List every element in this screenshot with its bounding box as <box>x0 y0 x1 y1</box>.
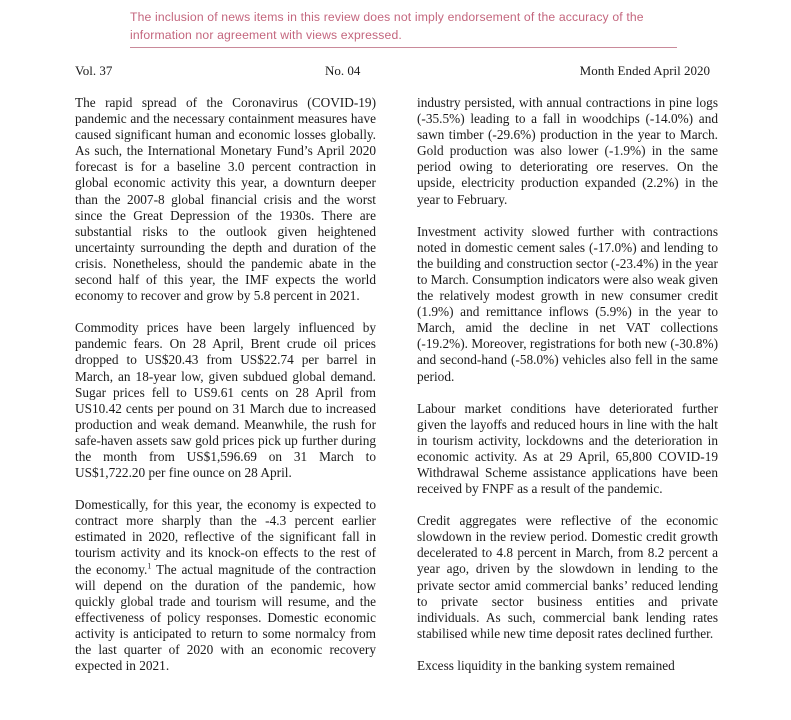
paragraph-credit-aggregates: Credit aggregates were reflective of the economic slowdown in the review period. Domestic credit growth decelerated to 4.8 percent in March, from 8.2 percent a year ago, driven by the slowdown in lending to the private sector amid commercial banks’ reduced lending to private sector business entities and private individuals. As such, commercial bank lending rates stabilised while new time deposit rates declined further. <box>417 513 718 641</box>
masthead <box>75 63 710 81</box>
domestic-outlook-text-2: The actual magnitude of the contraction will depend on the duration of the pandemic, how quickly global trade and tourism will resume, and the effectiveness of policy responses. Domestic economic activity is anticipated to return to some normalcy from the last quarter of 2020 with an economic recovery expected in 2021. <box>75 561 376 674</box>
issue-number: No. 04 <box>325 63 361 78</box>
paragraph-industry: industry persisted, with annual contractions in pine logs (-35.5%) leading to a fall in woodchips (-14.0%) and sawn timber (-29.6%) production in the year to March. Gold production was also lower (-1.9%) in the same period owing to deteriorating ore reserves. On the upside, electricity production expanded (2.2%) in the year to February. <box>417 95 718 207</box>
disclaimer-banner: The inclusion of news items in this review does not imply endorsement of the accuracy of the information nor agreement with views expressed. <box>130 10 644 42</box>
footnote-marker[interactable]: 1 <box>147 561 152 571</box>
paragraph-excess-liquidity: Excess liquidity in the banking system remained <box>417 657 675 673</box>
paragraph-investment: Investment activity slowed further with contractions noted in domestic cement sales (-17.0%) and lending to the building and construction sector (-23.4%) in the year to March. Consumption indicators were also weak given the relatively modest growth in new consumer credit (1.9%) and remittance inflows (5.9%) in the year to March, amid the decline in net VAT collections (-19.2%). Moreover, registrations for both new (-30.8%) and second-hand (-58.0%) vehicles also fell in the same period. <box>417 223 718 384</box>
disclaimer-divider <box>130 47 677 48</box>
paragraph-domestic-outlook <box>75 497 376 674</box>
left-column <box>75 95 376 720</box>
right-column <box>417 95 718 720</box>
paragraph-global-outlook: The rapid spread of the Coronavirus (COVID-19) pandemic and the necessary containment measures have caused significant human and economic losses globally. As such, the International Monetary Fund’s April 2020 forecast is for a baseline 3.0 percent contraction in global economic activity this year, a downturn deeper than the 2007-8 global financial crisis and the worst since the Great Depression of the 1930s. There are substantial risks to the outlook given heightened uncertainty surrounding the depth and duration of the crisis. Nonetheless, should the pandemic abate in the second half of this year, the IMF expects the world economy to recover and grow by 5.8 percent in 2021. <box>75 95 376 304</box>
domestic-outlook-text-1: Domestically, for this year, the economy is expected to contract more sharply than the -4.3 percent earlier estimated in 2020, reflective of the significant fall in tourism activity and its knock-on effects to the rest of the economy. <box>75 497 376 577</box>
volume-label: Vol. 37 <box>75 63 113 78</box>
paragraph-commodity-prices: Commodity prices have been largely influenced by pandemic fears. On 28 April, Brent crude oil prices dropped to US$20.43 from US$22.74 per barrel in March, an 18-year low, given subdued global demand. Sugar prices fell to US9.61 cents on 28 April from US10.42 cents per pound on 31 March due to increased production and weak demand. Meanwhile, the rush for safe-haven assets saw gold prices pick up further during the month from US$1,596.69 on 31 March to US$1,722.20 per fine ounce on 28 April. <box>75 320 376 481</box>
paragraph-labour-market: Labour market conditions have deteriorated further given the layoffs and reduced hours in line with the halt in tourism activity, lockdowns and the deterioration in economic activity. As at 29 April, 65,800 COVID-19 Withdrawal Scheme assistance applications have been received by FNPF as a result of the pandemic. <box>417 400 718 497</box>
period-label: Month Ended April 2020 <box>579 63 710 78</box>
